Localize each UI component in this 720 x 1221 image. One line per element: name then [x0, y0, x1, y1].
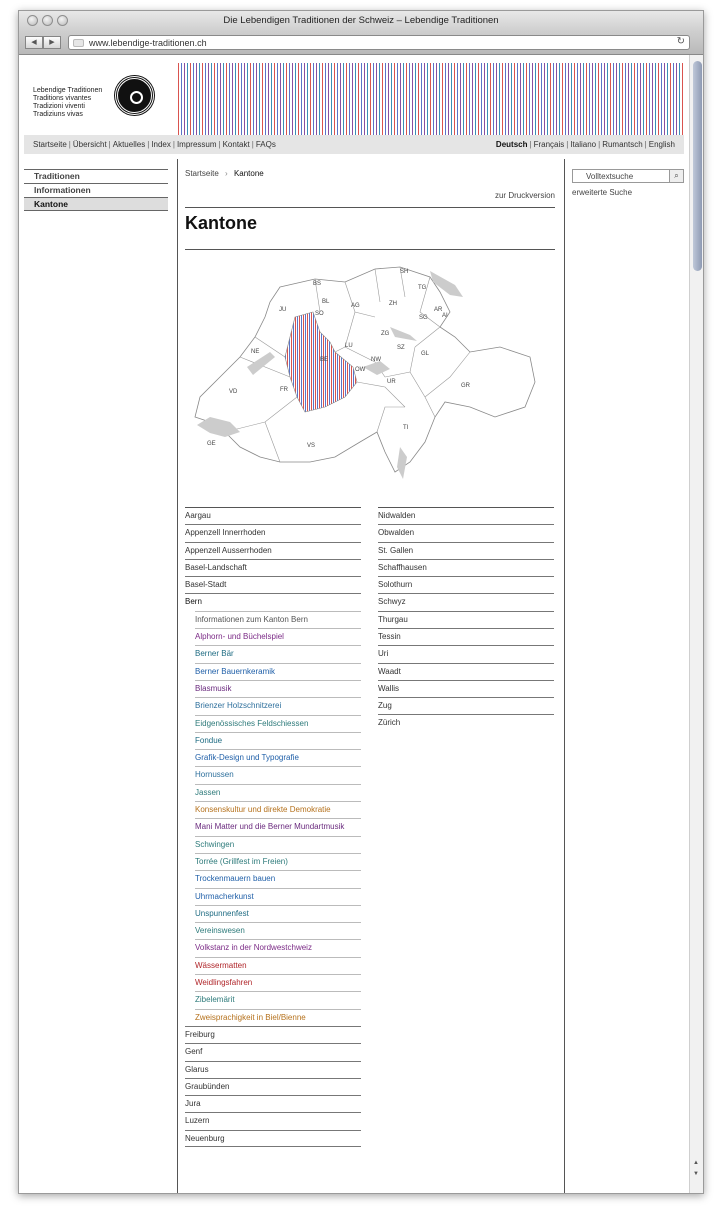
logo-line: Tradizioni viventi [33, 103, 85, 110]
nav-link[interactable]: Kontakt [222, 140, 250, 149]
title-rule-bottom [185, 249, 555, 250]
scroll-down-icon[interactable]: ▼ [693, 1171, 699, 1177]
canton-link[interactable]: Schaffhausen [378, 559, 554, 576]
canton-link[interactable]: Jura [185, 1095, 361, 1112]
vertical-scrollbar[interactable] [689, 55, 704, 1194]
map-label[interactable]: GR [461, 383, 470, 389]
map-label[interactable]: GE [207, 441, 216, 447]
nav-separator: | [68, 140, 71, 149]
tradition-link[interactable]: Torrée (Grillfest im Freien) [195, 853, 361, 870]
nav-link[interactable]: Übersicht [72, 140, 107, 149]
canton-link[interactable]: Graubünden [185, 1078, 361, 1095]
map-label[interactable]: FR [280, 387, 288, 393]
browser-toolbar [19, 31, 703, 55]
tradition-link[interactable]: Zibelemärit [195, 991, 361, 1008]
tradition-link[interactable]: Vereinswesen [195, 922, 361, 939]
language-link[interactable]: Français [533, 140, 565, 149]
map-label[interactable]: AI [442, 313, 448, 319]
nav-separator: | [251, 140, 254, 149]
advanced-search-link[interactable]: erweiterte Suche [572, 188, 633, 197]
nav-separator: | [598, 140, 601, 149]
tradition-link[interactable]: Eidgenössisches Feldschiessen [195, 715, 361, 732]
logo-line: Tradiziuns vivas [33, 111, 83, 118]
map-label[interactable]: GL [421, 351, 430, 357]
language-link[interactable]: English [648, 140, 675, 149]
fulltext-search-input[interactable] [572, 169, 684, 183]
canton-link[interactable]: Appenzell Innerrhoden [185, 524, 361, 541]
main-content [185, 169, 555, 1143]
nav-link[interactable]: Impressum [176, 140, 217, 149]
tradition-link[interactable]: Zweisprachigkeit in Biel/Bienne [195, 1009, 361, 1026]
map-label[interactable]: SH [400, 269, 409, 275]
canton-list-left [185, 507, 361, 1147]
reload-icon[interactable]: ↻ [676, 36, 685, 47]
site-header [24, 63, 684, 135]
browser-window [18, 10, 704, 1194]
back-icon[interactable]: ◀ [25, 36, 43, 49]
map-label[interactable]: LU [345, 343, 353, 349]
tradition-link[interactable]: Blasmusik [195, 680, 361, 697]
canton-link[interactable]: Waadt [378, 663, 554, 680]
tradition-link[interactable]: Volkstanz in der Nordwestchweiz [195, 939, 361, 956]
canton-link[interactable]: Schwyz [378, 593, 554, 610]
logo-line: Traditions vivantes [33, 95, 92, 102]
canton-link[interactable]: Bern [185, 593, 361, 610]
canton-link[interactable]: Nidwalden [378, 507, 554, 524]
title-bar [19, 11, 703, 31]
nav-separator: | [108, 140, 111, 149]
tradition-link[interactable]: Brienzer Holzschnitzerei [195, 697, 361, 714]
forward-icon[interactable]: ▶ [43, 36, 61, 49]
canton-link[interactable]: Freiburg [185, 1026, 361, 1043]
map-label[interactable]: AR [434, 307, 443, 313]
canton-link[interactable]: Obwalden [378, 524, 554, 541]
map-label[interactable]: SO [315, 311, 324, 317]
tradition-link[interactable]: Mani Matter und die Berner Mundartmusik [195, 818, 361, 835]
url-text[interactable]: www.lebendige-traditionen.ch [89, 38, 207, 48]
language-link[interactable]: Rumantsch [602, 140, 643, 149]
sidebar-item[interactable]: Kantone [24, 197, 168, 211]
nav-link[interactable]: Index [151, 140, 171, 149]
tradition-link[interactable]: Alphorn- und Büchelspiel [195, 628, 361, 645]
header-stripes [178, 63, 684, 135]
breadcrumb-home[interactable]: Startseite [185, 169, 219, 178]
map-label[interactable]: BS [313, 281, 322, 287]
search-panel [572, 169, 686, 197]
nav-separator: | [218, 140, 221, 149]
map-label[interactable]: JU [279, 307, 287, 313]
map-label[interactable]: VD [229, 389, 238, 395]
map-label[interactable]: UR [387, 379, 396, 385]
tradition-link[interactable]: Trockenmauern bauen [195, 870, 361, 887]
language-link[interactable]: Deutsch [495, 140, 528, 149]
language-switcher [496, 140, 675, 149]
nav-link[interactable]: FAQs [255, 140, 276, 149]
main-nav-links [33, 140, 276, 149]
nav-separator: | [172, 140, 175, 149]
map-label[interactable]: TG [418, 285, 427, 291]
tradition-link[interactable]: Jassen [195, 784, 361, 801]
canton-link[interactable]: Basel-Stadt [185, 576, 361, 593]
site-logo-text[interactable] [33, 87, 102, 119]
scrollbar-thumb[interactable] [693, 61, 702, 271]
print-version-link[interactable]: zur Druckversion [494, 191, 555, 200]
tradition-link[interactable]: Hornussen [195, 766, 361, 783]
map-label[interactable]: BL [322, 299, 330, 305]
map-label[interactable]: NE [251, 349, 260, 355]
map-label[interactable]: ZH [389, 301, 397, 307]
switzerland-canton-map[interactable] [185, 257, 555, 495]
canton-link[interactable]: Glarus [185, 1061, 361, 1078]
tradition-link[interactable]: Konsenskultur und direkte Demokratie [195, 801, 361, 818]
canton-link[interactable]: Thurgau [378, 611, 554, 628]
nav-separator: | [529, 140, 532, 149]
map-label[interactable]: OW [355, 367, 366, 373]
scroll-up-icon[interactable]: ▲ [693, 1160, 699, 1166]
column-divider [564, 159, 565, 1194]
map-label[interactable]: SZ [397, 345, 405, 351]
address-bar[interactable] [68, 35, 690, 50]
nav-separator: | [644, 140, 647, 149]
tradition-link[interactable]: Wässermatten [195, 957, 361, 974]
breadcrumb-current: Kantone [233, 169, 264, 178]
tradition-link[interactable]: Uhrmacherkunst [195, 888, 361, 905]
canton-link[interactable]: Neuenburg [185, 1130, 361, 1147]
map-label[interactable]: VS [307, 443, 316, 449]
canton-link[interactable]: Tessin [378, 628, 554, 645]
canton-link[interactable]: Appenzell Ausserrhoden [185, 542, 361, 559]
canton-link[interactable]: Uri [378, 645, 554, 662]
map-label[interactable]: AG [351, 303, 360, 309]
favicon-icon [73, 39, 84, 47]
column-divider [177, 159, 178, 1194]
sidebar-nav [24, 169, 168, 211]
window-title: Die Lebendigen Traditionen der Schweiz – Lebendige Traditionen [223, 15, 499, 26]
title-rule-top [185, 207, 555, 208]
tradition-link[interactable]: Berner Bär [195, 645, 361, 662]
map-label[interactable]: ZG [381, 331, 390, 337]
tradition-link[interactable]: Unspunnenfest [195, 905, 361, 922]
canton-link[interactable]: Zug [378, 697, 554, 714]
map-label[interactable]: NW [371, 357, 381, 363]
canton-link[interactable]: Genf [185, 1043, 361, 1060]
sidebar-item[interactable]: Informationen [24, 183, 168, 197]
tradition-link[interactable]: Weidlingsfahren [195, 974, 361, 991]
search-placeholder[interactable]: Volltextsuche [586, 172, 634, 181]
canton-link[interactable]: St. Gallen [378, 542, 554, 559]
map-label[interactable]: TI [403, 425, 409, 431]
nav-separator: | [566, 140, 569, 149]
tradition-link[interactable]: Schwingen [195, 836, 361, 853]
breadcrumb [185, 169, 555, 178]
logo-seal-icon[interactable] [115, 76, 154, 115]
canton-link[interactable]: Aargau [185, 507, 361, 524]
sidebar-item[interactable]: Traditionen [24, 169, 168, 183]
page-title: Kantone [185, 213, 257, 233]
map-label[interactable]: SG [419, 315, 428, 321]
canton-list-right [378, 507, 554, 732]
canton-link[interactable]: Solothurn [378, 576, 554, 593]
tradition-link[interactable]: Berner Bauernkeramik [195, 663, 361, 680]
breadcrumb-separator: › [225, 169, 228, 178]
search-icon[interactable]: ⌕ [669, 170, 683, 182]
canton-link[interactable]: Informationen zum Kanton Bern [195, 611, 361, 628]
nav-link[interactable]: Aktuelles [112, 140, 146, 149]
canton-link[interactable]: Luzern [185, 1112, 361, 1129]
logo-line: Lebendige Traditionen [33, 87, 103, 94]
canton-link[interactable]: Zürich [378, 717, 401, 727]
nav-link[interactable]: Startseite [33, 140, 67, 149]
tradition-link[interactable]: Fondue [195, 732, 361, 749]
tradition-link[interactable]: Grafik-Design und Typografie [195, 749, 361, 766]
nav-separator: | [147, 140, 150, 149]
page-viewport [19, 55, 689, 1194]
canton-link[interactable]: Wallis [378, 680, 554, 697]
canton-link[interactable]: Basel-Landschaft [185, 559, 361, 576]
map-label[interactable]: BE [320, 357, 329, 363]
language-link[interactable]: Italiano [570, 140, 597, 149]
top-navigation [24, 135, 684, 154]
